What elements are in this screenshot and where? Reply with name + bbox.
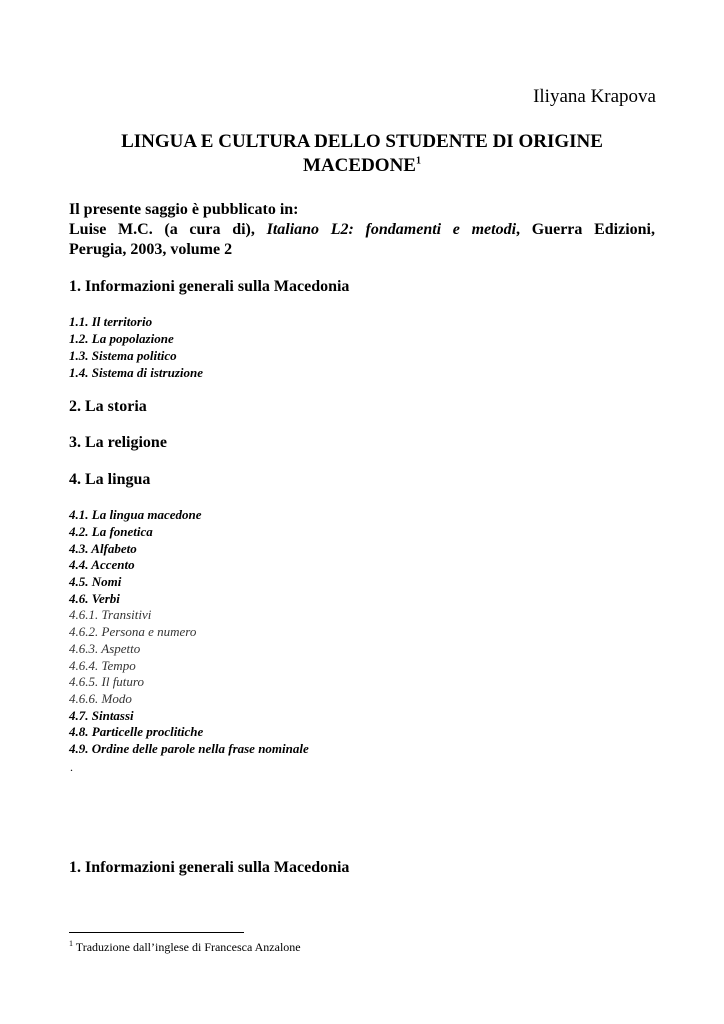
publication-publisher: , Guerra Edizioni, [516, 221, 655, 238]
toc-item: 1.1. Il territorio [69, 314, 153, 329]
footnote-separator [69, 932, 244, 933]
toc-item: 4.8. Particelle proclitiche [69, 724, 204, 739]
toc-subitem: 4.6.1. Transitivi [69, 607, 152, 622]
footnote-mark: 1 [69, 939, 73, 948]
toc-item: 4.4. Accento [69, 557, 135, 572]
document-title-text: MACEDONE [303, 155, 416, 176]
publication-book-title: Italiano L2: fondamenti e metodi [266, 221, 517, 238]
publication-heading: Il presente saggio è pubblicato in: [69, 201, 299, 218]
toc-subitem: 4.6.3. Aspetto [69, 641, 141, 656]
toc-item: 4.1. La lingua macedone [69, 507, 202, 522]
toc-item: 4.5. Nomi [69, 574, 122, 589]
stray-dot: . [70, 760, 73, 774]
footnote-text: Traduzione dall’inglese di Francesca Anzalone [73, 940, 301, 954]
footnote [69, 940, 301, 955]
toc-section-4: 4. La lingua [69, 471, 151, 488]
body-section-heading: 1. Informazioni generali sulla Macedonia [69, 859, 350, 876]
toc-section-2: 2. La storia [69, 398, 147, 415]
toc-subitem: 4.6.4. Tempo [69, 658, 136, 673]
toc-item: 1.3. Sistema politico [69, 348, 177, 363]
footnote-reference[interactable]: 1 [415, 155, 421, 167]
publication-editor: Luise M.C. (a cura di), [69, 221, 255, 238]
toc-item: 4.2. La fonetica [69, 524, 153, 539]
toc-item: 4.7. Sintassi [69, 708, 134, 723]
toc-section-3: 3. La religione [69, 434, 167, 451]
toc-item: 4.6. Verbi [69, 591, 120, 606]
toc-item: 4.3. Alfabeto [69, 541, 137, 556]
toc-subitem: 4.6.5. Il futuro [69, 674, 144, 689]
toc-item: 4.9. Ordine delle parole nella frase nominale [69, 741, 309, 756]
document-title-line-2 [0, 155, 724, 177]
document-title-line-1: LINGUA E CULTURA DELLO STUDENTE DI ORIGINE [121, 131, 603, 152]
toc-section-1: 1. Informazioni generali sulla Macedonia [69, 278, 350, 295]
toc-subitem: 4.6.6. Modo [69, 691, 132, 706]
publication-details: Perugia, 2003, volume 2 [69, 241, 233, 258]
toc-item: 1.2. La popolazione [69, 331, 174, 346]
author-name: Iliyana Krapova [533, 86, 656, 107]
toc-subitem: 4.6.2. Persona e numero [69, 624, 197, 639]
toc-item: 1.4. Sistema di istruzione [69, 365, 203, 380]
publication-citation [69, 221, 655, 239]
